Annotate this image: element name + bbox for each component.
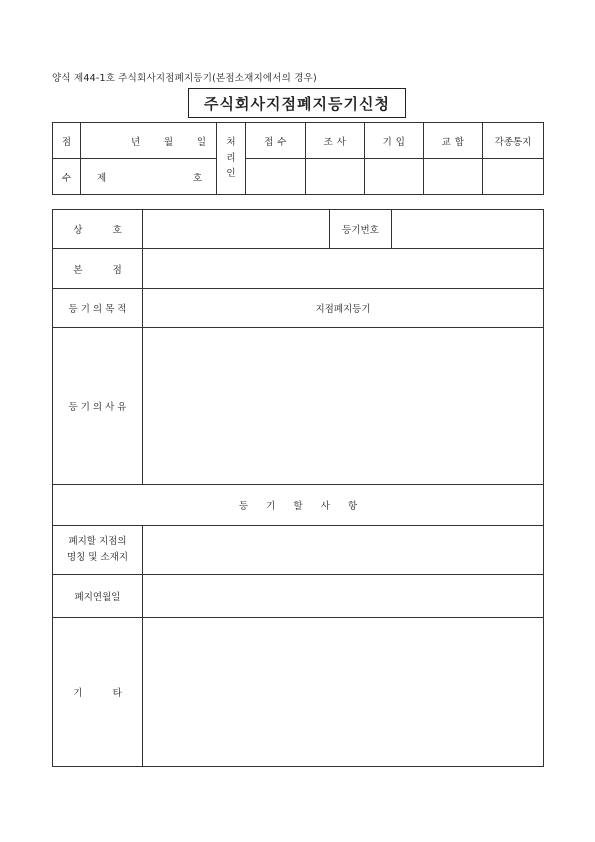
head-office-field[interactable] <box>143 249 544 289</box>
processor-label-cell <box>217 123 246 195</box>
col-notice-header: 각종통지 <box>483 123 544 159</box>
stamp-receipt[interactable] <box>246 159 306 195</box>
branch-field[interactable] <box>143 526 544 575</box>
closing-date-field[interactable] <box>143 575 544 618</box>
stamp-notice[interactable] <box>483 159 544 195</box>
reg-number-label: 등기번호 <box>330 210 392 249</box>
processor-char-2: 리 <box>226 152 236 164</box>
stamp-check[interactable] <box>306 159 365 195</box>
receipt-label-bottom: 수 <box>53 159 81 195</box>
col-verify-header: 교 합 <box>424 123 483 159</box>
branch-label-line-1: 폐지할 지점의 <box>68 535 127 547</box>
form-title-text: 주식회사지점폐지등기신청 <box>204 94 390 113</box>
receipt-date-cell[interactable] <box>81 123 217 159</box>
col-receipt-header: 접 수 <box>246 123 306 159</box>
receipt-table <box>52 122 544 195</box>
col-check-header: 조 사 <box>306 123 365 159</box>
number-prefix: 제 <box>97 172 107 184</box>
cause-label: 등 기 의 사 유 <box>53 328 143 485</box>
matters-header: 등 기 할 사 항 <box>53 485 544 526</box>
year-label: 년 <box>131 136 141 148</box>
cause-field[interactable] <box>143 328 544 485</box>
reg-number-field[interactable] <box>392 210 544 249</box>
stamp-entry[interactable] <box>365 159 424 195</box>
other-label: 기 타 <box>53 618 143 767</box>
form-title <box>188 88 406 118</box>
trade-name-field[interactable] <box>143 210 330 249</box>
month-label: 월 <box>163 136 174 148</box>
purpose-label: 등 기 의 목 적 <box>53 289 143 328</box>
receipt-label-top: 점 <box>53 123 81 159</box>
branch-label <box>53 526 143 575</box>
receipt-number-cell[interactable] <box>81 159 217 195</box>
day-label: 일 <box>196 136 206 148</box>
stamp-verify[interactable] <box>424 159 483 195</box>
head-office-label: 본 점 <box>53 249 143 289</box>
branch-label-line-2: 명칭 및 소재지 <box>66 552 129 563</box>
processor-char-3: 인 <box>226 168 236 180</box>
number-suffix: 호 <box>192 172 202 184</box>
application-table <box>52 209 544 767</box>
processor-char-1: 처 <box>226 137 236 149</box>
form-number: 양식 제44-1호 주식회사지점폐지등기(본점소재지에서의 경우) <box>52 73 317 84</box>
purpose-value: 지점폐지등기 <box>143 289 544 328</box>
col-entry-header: 기 입 <box>365 123 424 159</box>
trade-name-label: 상 호 <box>53 210 143 249</box>
closing-date-label: 폐지연월일 <box>53 575 143 618</box>
other-field[interactable] <box>143 618 544 767</box>
